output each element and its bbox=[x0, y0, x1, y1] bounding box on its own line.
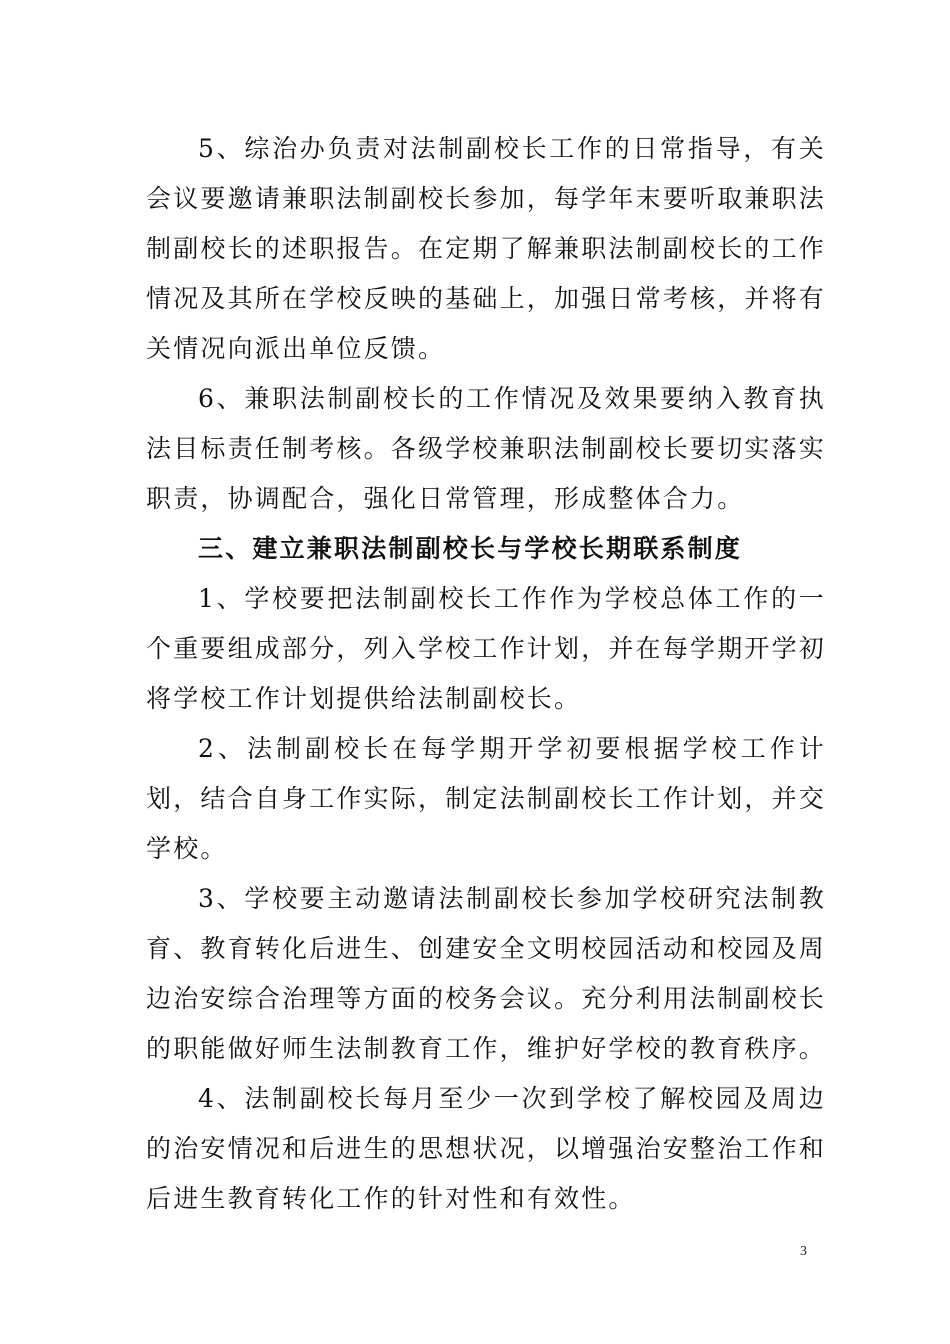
paragraph-item-5: 5、综治办负责对法制副校长工作的日常指导，有关会议要邀请兼职法制副校长参加，每学年末要听取兼职法制副校长的述职报告。在定期了解兼职法制副校长的工作情况及其所在学校反映的基础上，加强日常考核，并将有关情况向派出单位反馈。 bbox=[146, 134, 827, 363]
document-body bbox=[146, 124, 826, 1224]
section-paragraph-2: 2、法制副校长在每学期开学初要根据学校工作计划，结合自身工作实际，制定法制副校长工作计划，并交学校。 bbox=[146, 734, 827, 863]
section-paragraph-1: 1、学校要把法制副校长工作作为学校总体工作的一个重要组成部分，列入学校工作计划，并在每学期开学初将学校工作计划提供给法制副校长。 bbox=[146, 584, 827, 713]
page-number: 3 bbox=[800, 1244, 807, 1259]
section-paragraph-4: 4、法制副校长每月至少一次到学校了解校园及周边的治安情况和后进生的思想状况，以增强治安整治工作和后进生教育转化工作的针对性和有效性。 bbox=[146, 1084, 827, 1213]
section-heading: 三、建立兼职法制副校长与学校长期联系制度 bbox=[198, 534, 743, 563]
section-paragraph-3: 3、学校要主动邀请法制副校长参加学校研究法制教育、教育转化后进生、创建安全文明校园活动和校园及周边治安综合治理等方面的校务会议。充分利用法制副校长的职能做好师生法制教育工作，维护好学校的教育秩序。 bbox=[146, 884, 827, 1063]
paragraph-item-6: 6、兼职法制副校长的工作情况及效果要纳入教育执法目标责任制考核。各级学校兼职法制副校长要切实落实职责，协调配合，强化日常管理，形成整体合力。 bbox=[146, 384, 827, 513]
